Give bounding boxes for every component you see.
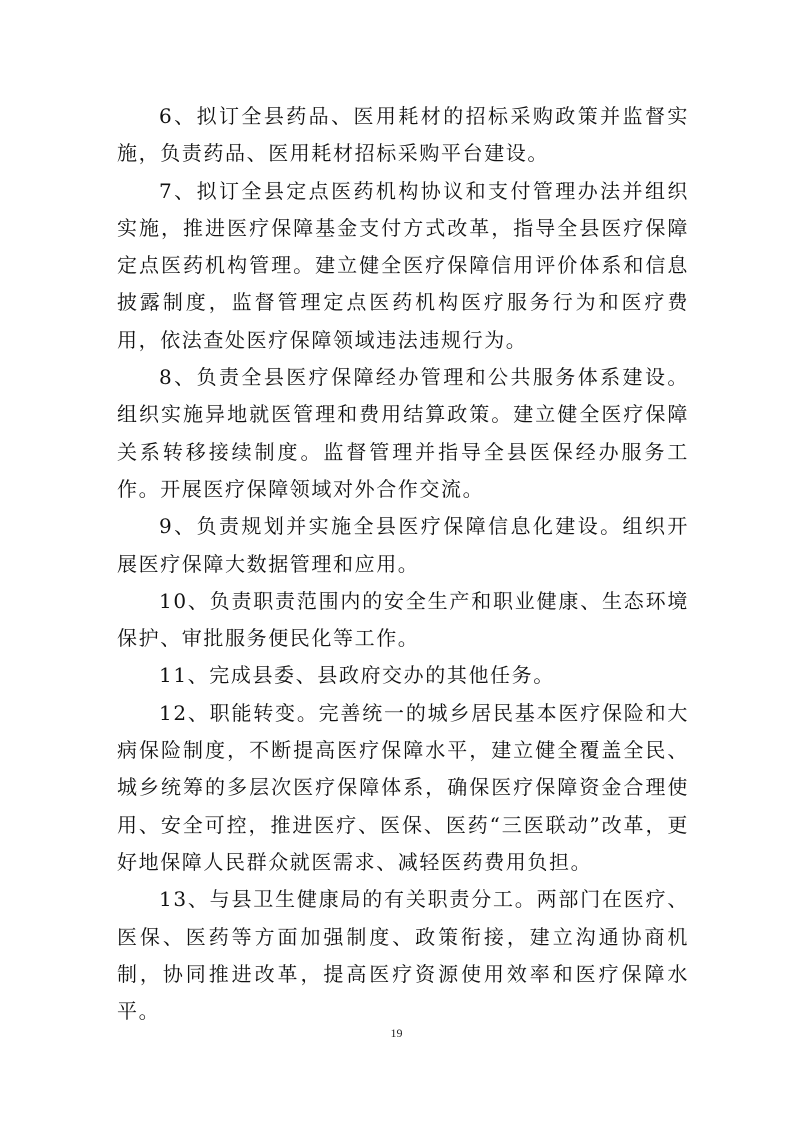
paragraph-item-11: 11、完成县委、县政府交办的其他任务。	[159, 663, 555, 688]
page-number: 19	[390, 1026, 403, 1040]
paragraph-item-7: 7、拟订全县定点医药机构协议和支付管理办法并组织实施，推进医疗保障基金支付方式改革，指导全县医疗保障定点医药机构管理。建立健全医疗保障信用评价体系和信息披露制度，监督管理定点医药机构医疗服务行为和医疗费用，依法查处医疗保障领域违法违规行为。	[117, 178, 689, 352]
paragraph-item-12: 12、职能转变。完善统一的城乡居民基本医疗保险和大病保险制度，不断提高医疗保障水平，建立健全覆盖全民、城乡统筹的多层次医疗保障体系，确保医疗保障资金合理使用、安全可控，推进医疗、医保、医药“三医联动”改革，更好地保障人民群众就医需求、减轻医药费用负担。	[117, 700, 689, 874]
paragraph-item-8: 8、负责全县医疗保障经办管理和公共服务体系建设。组织实施异地就医管理和费用结算政策。建立健全医疗保障关系转移接续制度。监督管理并指导全县医保经办服务工作。开展医疗保障领域对外合作交流。	[117, 365, 689, 501]
paragraph-item-6: 6、拟订全县药品、医用耗材的招标采购政策并监督实施，负责药品、医用耗材招标采购平台建设。	[117, 104, 689, 166]
document-body	[117, 98, 689, 1030]
paragraph-item-9: 9、负责规划并实施全县医疗保障信息化建设。组织开展医疗保障大数据管理和应用。	[117, 514, 689, 576]
paragraph-item-13: 13、与县卫生健康局的有关职责分工。两部门在医疗、医保、医药等方面加强制度、政策衔接，建立沟通协商机制，协同推进改革，提高医疗资源使用效率和医疗保障水平。	[117, 887, 689, 1024]
paragraph-item-10: 10、负责职责范围内的安全生产和职业健康、生态环境保护、审批服务便民化等工作。	[117, 588, 689, 651]
